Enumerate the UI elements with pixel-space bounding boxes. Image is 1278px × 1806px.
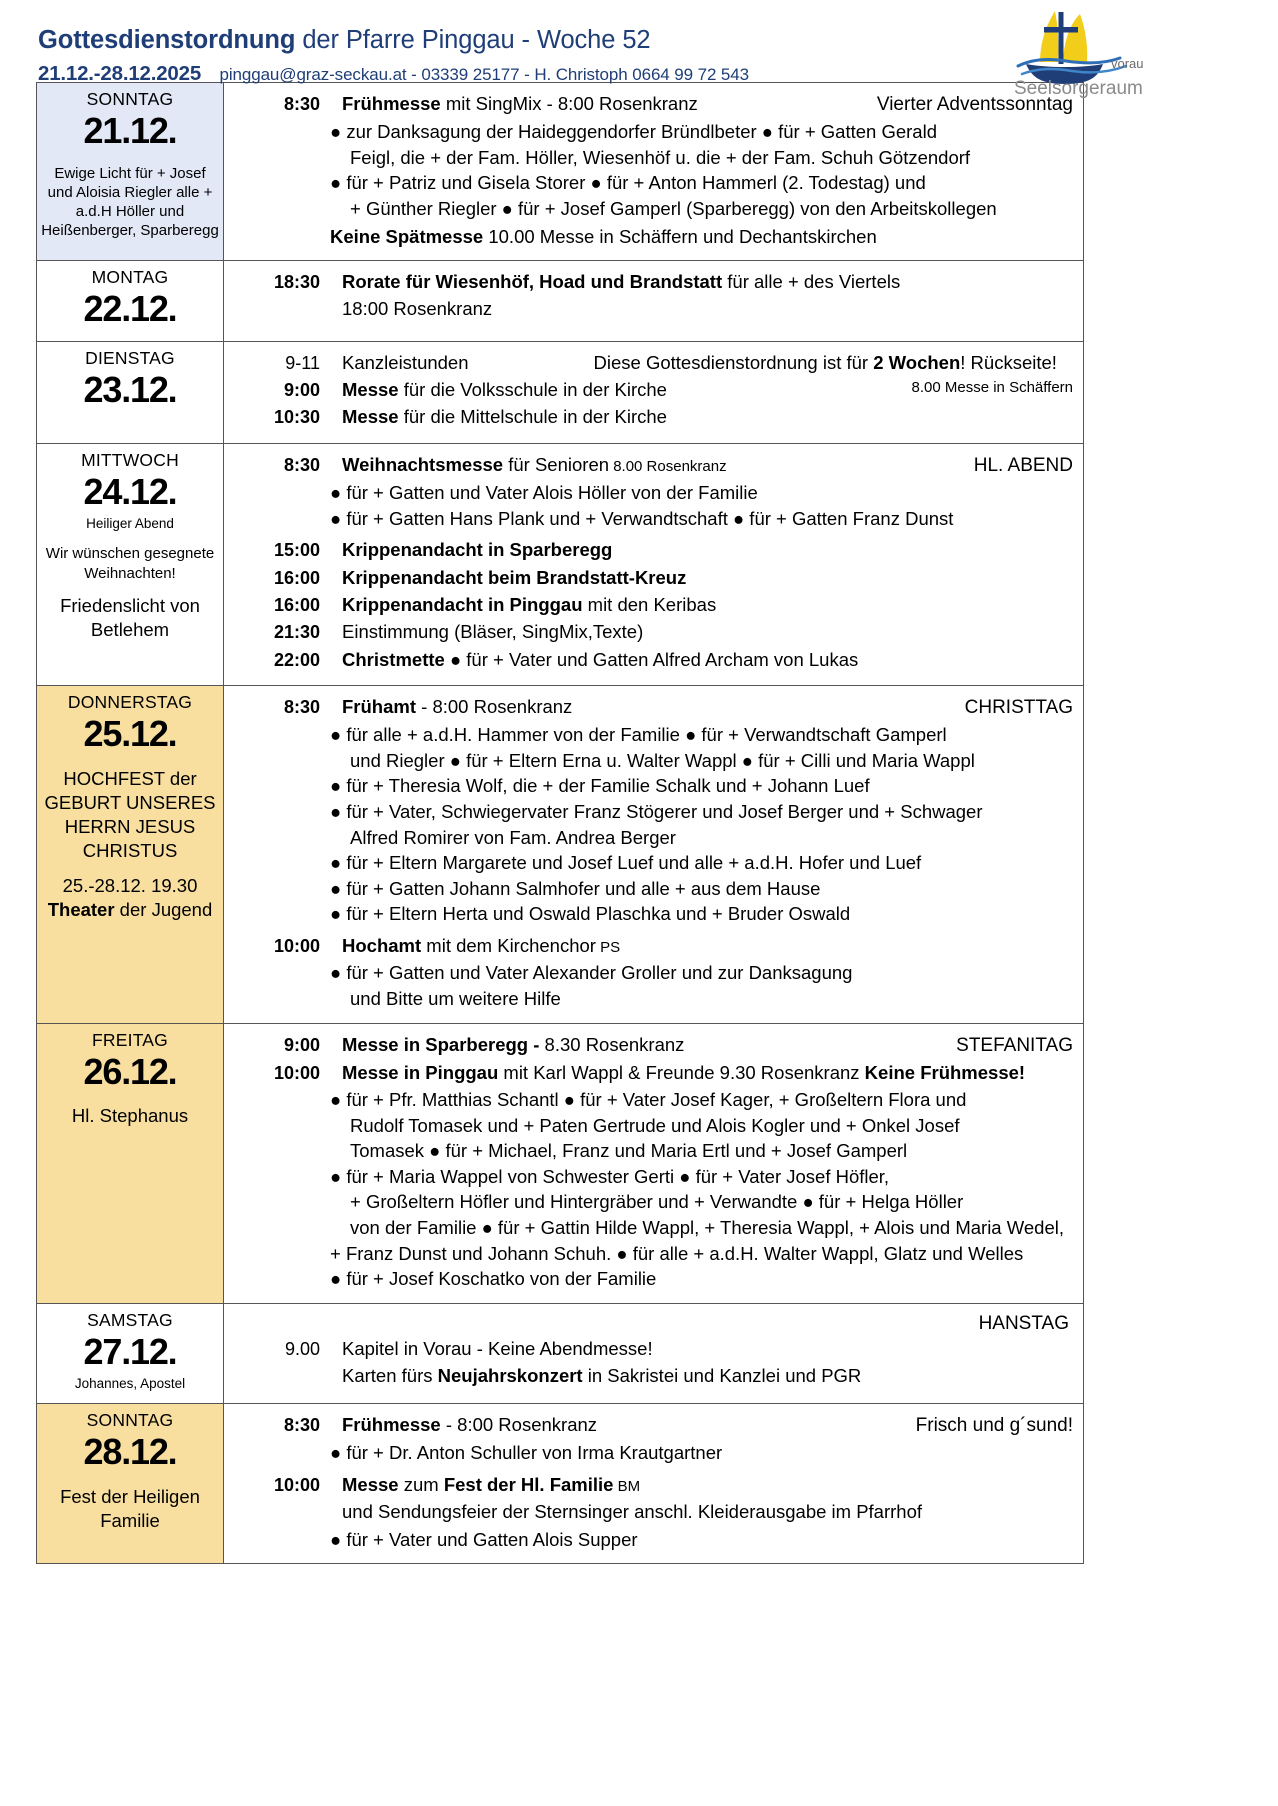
- event-lead: Messe: [342, 406, 399, 428]
- day-row: [37, 686, 1084, 1023]
- event-description: [342, 297, 1073, 321]
- day-note: Hl. Stephanus: [71, 1105, 189, 1127]
- event-row: [234, 92, 1073, 117]
- event-row: [234, 405, 1073, 429]
- day-name: DONNERSTAG: [67, 692, 193, 713]
- day-number: 22.12.: [83, 288, 177, 330]
- event-rest-bold: Fest der Hl. Familie: [443, 1473, 614, 1495]
- event-row: [234, 1033, 1073, 1058]
- theater-note-pre: 25.-28.12. 19.30: [62, 874, 198, 896]
- event-rest: für alle + des Viertels: [722, 271, 901, 293]
- day-label-cell: [37, 1023, 224, 1303]
- event-row: [234, 351, 1073, 375]
- day-note-theater: [41, 874, 219, 922]
- day-name: MONTAG: [91, 267, 169, 288]
- event-lead: Frühmesse: [342, 1414, 441, 1436]
- event-row: [234, 1337, 1073, 1361]
- event-row: [234, 1061, 1073, 1085]
- logo-text-seelsorgeraum: Seelsorgeraum: [1014, 78, 1143, 98]
- event-row: [234, 593, 1073, 617]
- day-label-cell: [37, 1303, 224, 1403]
- event-rest: Kanzleistunden: [342, 351, 469, 373]
- day-label-cell: [37, 443, 224, 685]
- event-description: [342, 566, 1073, 590]
- day-number: 25.12.: [83, 713, 177, 755]
- day-note: HOCHFEST der GEBURT UNSERES HERRN JESUS CHRISTUS: [44, 767, 216, 861]
- contact-info: pinggau@graz-seckau.at - 03339 25177 - H. Christoph 0664 99 72 543: [219, 65, 749, 84]
- event-description: [342, 1061, 1073, 1085]
- event-row: [234, 1364, 1073, 1388]
- day-row: [37, 1303, 1084, 1403]
- event-time: 9:00: [283, 380, 320, 401]
- event-extra-note: [594, 352, 1057, 373]
- event-rest-pre: Karten fürs: [342, 1365, 438, 1387]
- day-content-cell: [224, 341, 1084, 443]
- event-row: [234, 648, 1073, 672]
- event-rest-small: BM: [613, 1477, 641, 1495]
- event-lead: Hochamt: [342, 934, 422, 956]
- event-time: 9:00: [283, 1034, 320, 1055]
- intention-line: ● für + Pfr. Matthias Schantl ● für + Vater Josef Kager, + Großeltern Flora und: [330, 1089, 967, 1111]
- day-content-cell: [224, 261, 1084, 342]
- event-description: [342, 351, 1073, 375]
- closing-note: [234, 225, 1073, 250]
- day-label-cell: [37, 686, 224, 1023]
- closing-note-rest: 10.00 Messe in Schäffern und Dechantskirchen: [483, 226, 877, 248]
- intention-line: ● für + Maria Wappel von Schwester Gerti ● für + Vater Josef Höfler,: [330, 1165, 890, 1187]
- intention-line: ● für + Theresia Wolf, die + der Familie Schalk und + Johann Luef: [330, 775, 870, 797]
- event-time: 21:30: [273, 622, 320, 643]
- event-time: 8:30: [283, 1415, 320, 1436]
- event-description: [342, 934, 1073, 958]
- day-row: [37, 341, 1084, 443]
- event-lead: Christmette: [342, 648, 445, 670]
- event-rest: Einstimmung (Bläser, SingMix,Texte): [342, 621, 644, 643]
- day-number: 23.12.: [83, 368, 177, 410]
- day-content-cell: [224, 1023, 1084, 1303]
- event-row: [234, 566, 1073, 590]
- event-right-label: Frisch und g´sund!: [915, 1415, 1073, 1437]
- intention-line: + Franz Dunst und Johann Schuh. ● für alle + a.d.H. Walter Wappl, Glatz und Welles: [330, 1242, 1024, 1264]
- day-content-cell: [224, 686, 1084, 1023]
- theater-note-bold: Theater: [47, 898, 115, 920]
- event-time: 18:30: [273, 272, 320, 293]
- schedule-body: [37, 83, 1084, 1564]
- intention-line: ● für + Eltern Margarete und Josef Luef und alle + a.d.H. Hofer und Luef: [330, 852, 922, 874]
- intention-line: ● für + Gatten Hans Plank und + Verwandtschaft ● für + Gatten Franz Dunst: [330, 507, 954, 529]
- intention-line: Rudolf Tomasek und + Paten Gertrude und Alois Kogler und + Onkel Josef: [350, 1114, 960, 1136]
- event-description: [342, 648, 1073, 672]
- day-row: [37, 443, 1084, 685]
- event-description: [342, 1473, 1073, 1497]
- event-lead: Frühmesse: [342, 93, 441, 114]
- day-name: SAMSTAG: [87, 1309, 173, 1330]
- day-number: 26.12.: [83, 1050, 177, 1092]
- event-right-label: Vierter Adventssonntag: [876, 94, 1073, 115]
- theater-note-post: der Jugend: [114, 898, 213, 920]
- event-rest-pre: zum: [398, 1473, 444, 1495]
- event-lead: Krippenandacht in Sparberegg: [342, 539, 613, 561]
- event-description: [342, 1337, 1073, 1361]
- event-row: [234, 1413, 1073, 1438]
- day-subtitle: Johannes, Apostel: [74, 1376, 186, 1392]
- event-lead: Messe: [342, 379, 399, 401]
- day-note: Wir wünschen gesegnete Weihnachten!: [45, 545, 215, 582]
- event-time: 22:00: [273, 649, 320, 670]
- event-time: 16:00: [273, 567, 320, 588]
- event-lead: Messe in Pinggau: [342, 1061, 499, 1083]
- intention-line: ● für + Josef Koschatko von der Familie: [330, 1268, 657, 1290]
- intention-line: ● für + Eltern Herta und Oswald Plaschka und + Bruder Oswald: [330, 903, 851, 925]
- event-rest: und Sendungsfeier der Sternsinger anschl. Kleiderausgabe im Pfarrhof: [342, 1501, 923, 1523]
- intention-line: ● für + Vater, Schwiegervater Franz Stögerer und Josef Berger und + Schwager: [330, 801, 983, 823]
- event-rest-post: in Sakristei und Kanzlei und PGR: [582, 1365, 862, 1387]
- day-row: [37, 83, 1084, 261]
- day-number: 21.12.: [83, 110, 177, 152]
- event-description: [342, 538, 1073, 562]
- event-time: 15:00: [273, 540, 320, 561]
- event-rest-bold: Neujahrskonzert: [437, 1365, 583, 1387]
- day-content-cell: [224, 83, 1084, 261]
- event-rest: mit dem Kirchenchor: [421, 934, 596, 956]
- event-rest-bold: Keine Frühmesse!: [864, 1061, 1026, 1083]
- day-content-cell: [224, 443, 1084, 685]
- day-number: 27.12.: [83, 1330, 177, 1372]
- closing-note-bold: Keine Spätmesse: [330, 226, 484, 248]
- intention-line: Tomasek ● für + Michael, Franz und Maria Ertl und + Josef Gamperl: [350, 1140, 908, 1162]
- document-header: [0, 0, 1278, 98]
- event-rest-small: 8.00 Rosenkranz: [609, 457, 727, 475]
- day-note: Fest der Heiligen Familie: [60, 1485, 200, 1531]
- event-lead: Frühamt: [342, 696, 416, 718]
- event-lead: Krippenandacht beim Brandstatt-Kreuz: [342, 566, 687, 588]
- event-row: [234, 538, 1073, 562]
- day-row: [37, 1023, 1084, 1303]
- event-description: [342, 593, 1073, 617]
- day-note: Ewige Licht für + Josef und Aloisia Riegler alle + a.d.H Höller und Heißenberger, Sparberegg: [41, 164, 219, 240]
- intention-line: ● für alle + a.d.H. Hammer von der Familie ● für + Verwandtschaft Gamperl: [330, 724, 947, 746]
- intention-line: ● für + Gatten und Vater Alexander Groller und zur Danksagung: [330, 962, 853, 984]
- event-rest: ● für + Vater und Gatten Alfred Archam von Lukas: [444, 648, 859, 670]
- event-description: [342, 620, 1073, 644]
- intention-line: ● zur Danksagung der Haideggendorfer Bründlbeter ● für + Gatten Gerald: [330, 121, 937, 143]
- intention-line: Feigl, die + der Fam. Höller, Wiesenhöf u. die + der Fam. Schuh Götzendorf: [350, 146, 971, 168]
- intention-line: ● für + Vater und Gatten Alois Supper: [330, 1528, 638, 1550]
- title-strong: Gottesdienstordnung: [38, 26, 296, 54]
- event-lead: Rorate für Wiesenhöf, Hoad und Brandstatt: [342, 271, 723, 293]
- date-range: 21.12.-28.12.2025: [38, 62, 202, 85]
- intention-line: ● für + Dr. Anton Schuller von Irma Krautgartner: [330, 1442, 723, 1464]
- intention-line: + Großeltern Höfler und Hintergräber und + Verwandte ● für + Helga Höller: [350, 1191, 964, 1213]
- event-rest: 18:00 Rosenkranz: [342, 298, 493, 320]
- day-label-cell: [37, 341, 224, 443]
- event-rest: mit Karl Wappl & Freunde 9.30 Rosenkranz: [498, 1061, 865, 1083]
- event-lead: Weihnachtsmesse: [342, 453, 504, 475]
- title-rest: der Pfarre Pinggau - Woche 52: [295, 26, 651, 54]
- event-time: 8:30: [283, 94, 320, 114]
- intention-line: Alfred Romirer von Fam. Andrea Berger: [350, 826, 676, 848]
- intention-line: von der Familie ● für + Gattin Hilde Wappl, + Theresia Wappl, + Alois und Maria Wedel,: [350, 1217, 1064, 1239]
- event-description: [342, 1364, 1073, 1388]
- intention-line: + Günther Riegler ● für + Josef Gamperl (Sparberegg) von den Arbeitskollegen: [350, 197, 997, 219]
- day-name: DIENSTAG: [85, 347, 175, 368]
- intention-line: ● für + Gatten und Vater Alois Höller von der Familie: [330, 481, 758, 503]
- event-time: 9.00: [284, 1338, 320, 1359]
- day-row: [37, 261, 1084, 342]
- event-row: [234, 270, 1073, 294]
- event-time: 10:00: [273, 1474, 320, 1495]
- event-time: 8:30: [283, 454, 320, 475]
- day-number: 24.12.: [83, 470, 177, 512]
- event-time: 16:00: [273, 594, 320, 615]
- event-time: 10:00: [273, 1062, 320, 1083]
- event-row: [234, 453, 1073, 478]
- event-time: 10:00: [273, 935, 320, 956]
- event-lead: Krippenandacht in Pinggau: [342, 593, 583, 615]
- event-extra-pre: Diese Gottesdienstordnung ist für: [593, 351, 874, 373]
- event-description: [342, 453, 1073, 478]
- event-rest: - 8:00 Rosenkranz: [440, 1414, 598, 1436]
- event-time: 9-11: [285, 352, 320, 373]
- event-right-label: HL. ABEND: [973, 454, 1073, 476]
- schedule-table: [36, 82, 1084, 1564]
- event-rest-small: PS: [595, 938, 621, 956]
- day-label-cell: [37, 261, 224, 342]
- day-label-cell: [37, 83, 224, 261]
- event-time: 8:30: [283, 697, 320, 718]
- event-row: [234, 695, 1073, 720]
- day-content-cell: [224, 1303, 1084, 1403]
- event-row: [234, 1473, 1073, 1497]
- event-rest: mit SingMix - 8:00 Rosenkranz: [440, 93, 698, 114]
- event-description: [342, 1500, 1073, 1524]
- intention-line: ● für + Gatten Johann Salmhofer und alle + aus dem Hause: [330, 877, 821, 899]
- event-right-label: CHRISTTAG: [964, 697, 1073, 719]
- intention-line: ● für + Patriz und Gisela Storer ● für + Anton Hammerl (2. Todestag) und: [330, 172, 926, 194]
- event-right-label: STEFANITAG: [956, 1034, 1073, 1056]
- seelsorgeraum-logo: [970, 6, 1160, 98]
- day-subtitle: Heiliger Abend: [86, 516, 174, 532]
- event-description: [342, 378, 1073, 402]
- event-rest: Kapitel in Vorau - Keine Abendmesse!: [342, 1337, 653, 1359]
- event-extra-post: ! Rückseite!: [960, 351, 1057, 373]
- event-row: [234, 297, 1073, 321]
- event-rest: für die Mittelschule in der Kirche: [398, 406, 667, 428]
- event-right-label: 8.00 Messe in Schäffern: [911, 379, 1073, 397]
- event-rest: für Senioren: [503, 453, 610, 475]
- event-rest: mit den Keribas: [582, 593, 717, 615]
- day-name: FREITAG: [92, 1029, 168, 1050]
- intention-line: und Bitte um weitere Hilfe: [350, 987, 561, 1009]
- event-lead: Messe in Sparberegg -: [342, 1033, 540, 1055]
- day-name: SONNTAG: [86, 89, 174, 109]
- event-rest: für die Volksschule in der Kirche: [398, 379, 667, 401]
- event-description: [342, 1033, 1073, 1058]
- day-number: 28.12.: [83, 1431, 177, 1473]
- day-content-cell: [224, 1404, 1084, 1564]
- event-row: [234, 378, 1073, 402]
- event-time: 10:30: [273, 407, 320, 428]
- day-note-secondary: Friedenslicht von Betlehem: [60, 594, 200, 640]
- intention-line: und Riegler ● für + Eltern Erna u. Walter Wappl ● für + Cilli und Maria Wappl: [350, 749, 975, 771]
- event-description: [342, 270, 1073, 294]
- event-rest: 8.30 Rosenkranz: [539, 1033, 685, 1055]
- event-rest: - 8:00 Rosenkranz: [416, 696, 573, 718]
- event-extra-bold: 2 Wochen: [873, 351, 961, 373]
- day-right-heading: HANSTAG: [978, 1312, 1069, 1334]
- event-row: [234, 620, 1073, 644]
- event-description: [342, 92, 1073, 117]
- event-row: [234, 934, 1073, 958]
- event-row: [234, 1500, 1073, 1524]
- event-description: [342, 405, 1073, 429]
- event-description: [342, 695, 1073, 720]
- day-row: [37, 1404, 1084, 1564]
- event-description: [342, 1413, 1073, 1438]
- day-label-cell: [37, 1404, 224, 1564]
- day-name: SONNTAG: [86, 1410, 174, 1431]
- day-name: MITTWOCH: [81, 449, 179, 470]
- logo-text-vorau: vorau: [1111, 56, 1144, 71]
- event-lead: Messe: [342, 1473, 399, 1495]
